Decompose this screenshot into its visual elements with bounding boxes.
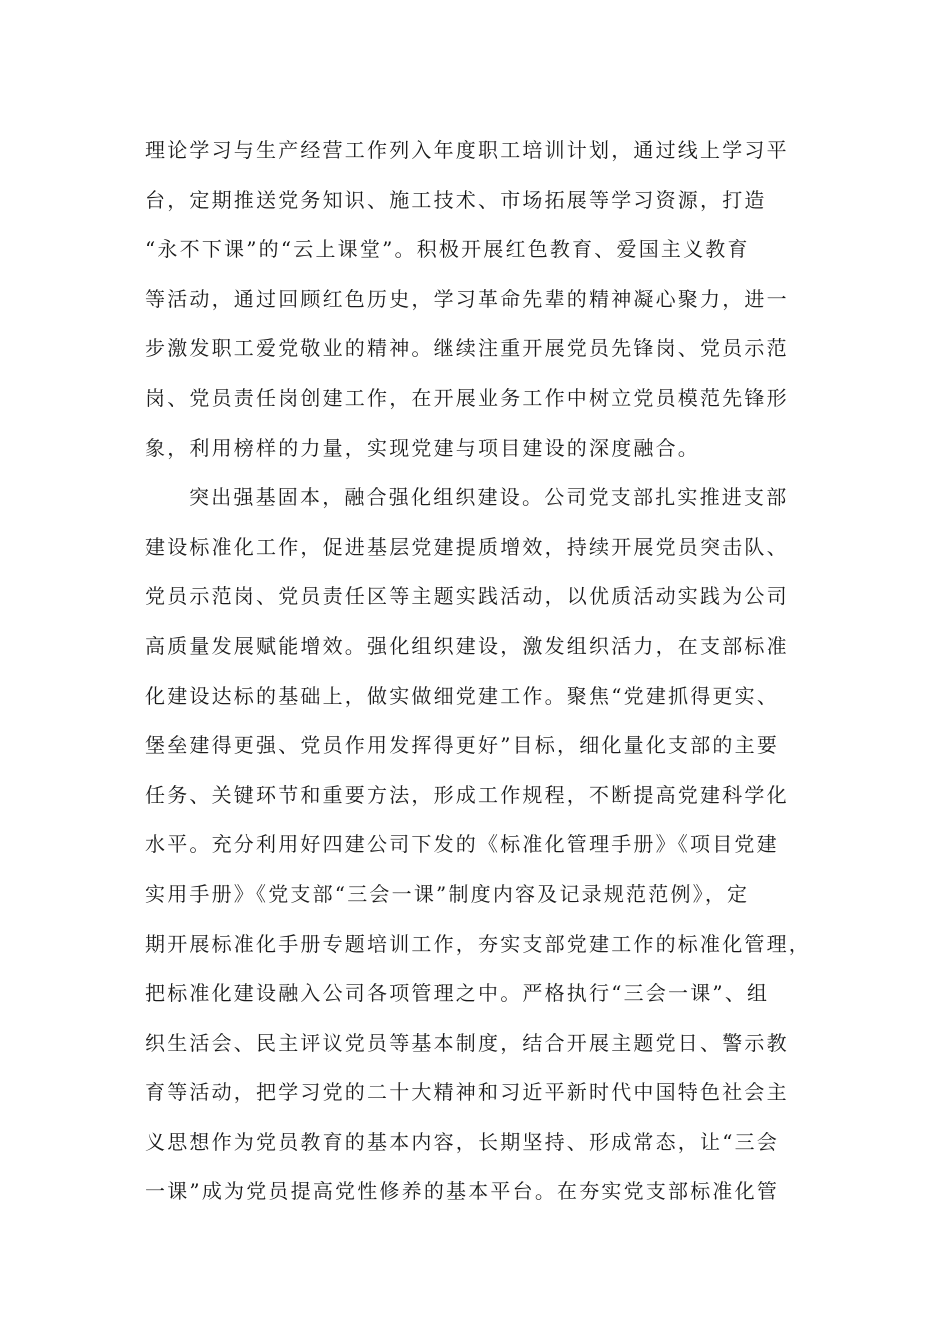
paragraph-1-line: 步激发职工爱党敬业的精神。继续注重开展党员先锋岗、党员示范: [145, 336, 789, 361]
paragraph-1-line: 象，利用榜样的力量，实现党建与项目建设的深度融合。: [145, 435, 700, 460]
paragraph-2-line: 把标准化建设融入公司各项管理之中。严格执行“三会一课”、组: [145, 981, 770, 1006]
paragraph-2-line: 一课”成为党员提高党性修养的基本平台。在夯实党支部标准化管: [145, 1179, 780, 1204]
paragraph-2-line: 突出强基固本，融合强化组织建设。公司党支部扎实推进支部: [189, 485, 789, 510]
paragraph-1-line: 理论学习与生产经营工作列入年度职工培训计划，通过线上学习平: [145, 138, 789, 162]
paragraph-2-line: 任务、关键环节和重要方法，形成工作规程，不断提高党建科学化: [145, 782, 789, 807]
paragraph-1-line: 等活动，通过回顾红色历史，学习革命先辈的精神凝心聚力，进一: [145, 286, 789, 311]
paragraph-2-line: 堡垒建得更强、党员作用发挥得更好”目标，细化量化支部的主要: [145, 733, 780, 758]
paragraph-2-line: 建设标准化工作，促进基层党建提质增效，持续开展党员突击队、: [145, 534, 789, 559]
paragraph-1-line: 台，定期推送党务知识、施工技术、市场拓展等学习资源，打造: [145, 187, 767, 212]
paragraph-2-line: 期开展标准化手册专题培训工作，夯实支部党建工作的标准化管理，: [145, 931, 811, 956]
document-body: [145, 126, 825, 1217]
paragraph-2-line: 织生活会、民主评议党员等基本制度，结合开展主题党日、警示教: [145, 1030, 789, 1055]
paragraph-1-line: 岗、党员责任岗创建工作，在开展业务工作中树立党员模范先锋形: [145, 385, 789, 410]
paragraph-2-line: 育等活动，把学习党的二十大精神和习近平新时代中国特色社会主: [145, 1080, 789, 1105]
paragraph-2-line: 实用手册》《党支部“三会一课”制度内容及记录规范范例》，定: [145, 881, 750, 906]
paragraph-2: [145, 473, 825, 1217]
paragraph-2-line: 水平。充分利用好四建公司下发的《标准化管理手册》《项目党建: [145, 832, 779, 857]
paragraph-2-line: 高质量发展赋能增效。强化组织建设，激发组织活力，在支部标准: [145, 633, 789, 658]
paragraph-1-line: “永不下课”的“云上课堂”。积极开展红色教育、爱国主义教育: [145, 237, 750, 262]
paragraph-2-line: 党员示范岗、党员责任区等主题实践活动，以优质活动实践为公司: [145, 584, 789, 609]
paragraph-2-line: 化建设达标的基础上，做实做细党建工作。聚焦“党建抓得更实、: [145, 683, 780, 708]
paragraph-1: [145, 126, 825, 473]
paragraph-2-line: 义思想作为党员教育的基本内容，长期坚持、形成常态，让“三会: [145, 1129, 780, 1154]
